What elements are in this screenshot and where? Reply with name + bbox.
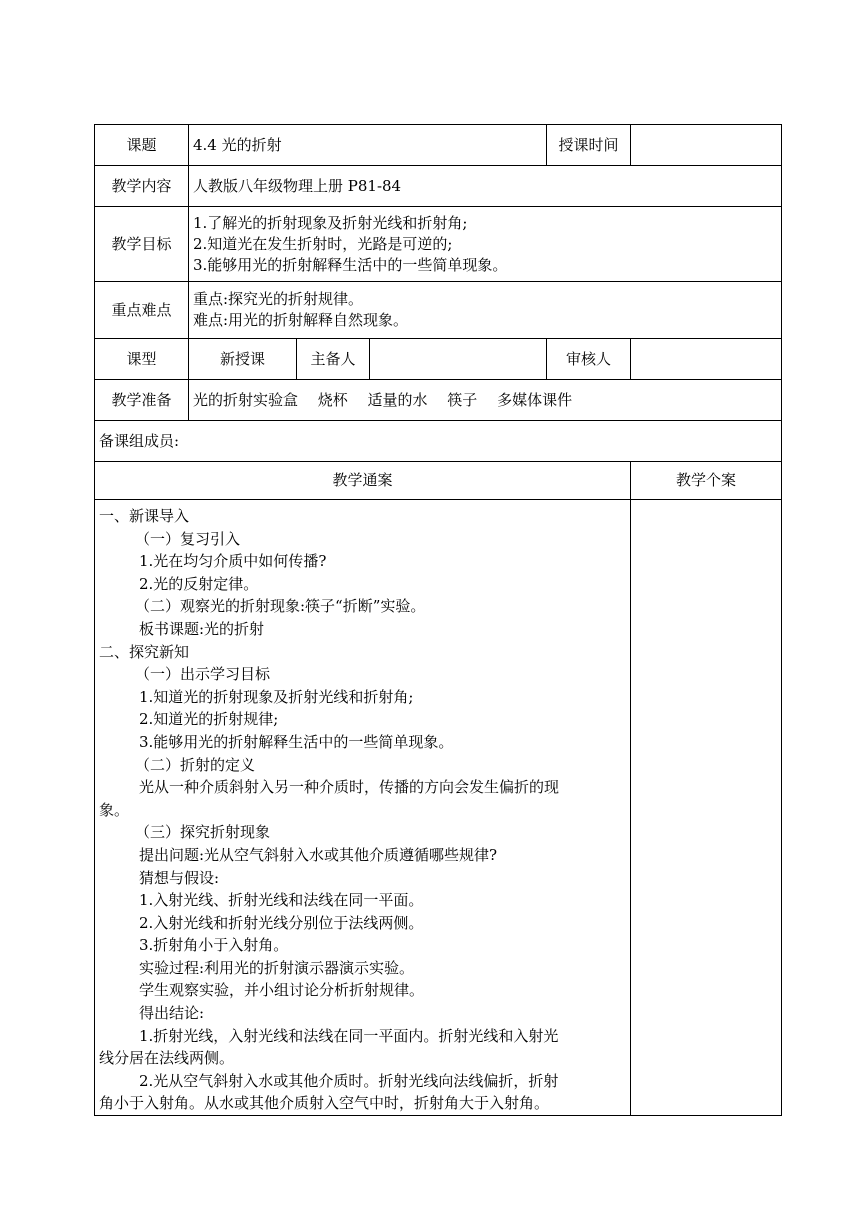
body-line-wrap: 角小于入射角。从水或其他介质射入空气中时，折射角大于入射角。 (99, 1094, 550, 1113)
reviewer-label: 审核人 (547, 339, 631, 380)
body-line: 实验过程:利用光的折射演示器演示实验。 (139, 958, 415, 977)
goal-item: 1.了解光的折射现象及折射光线和折射角; (193, 213, 468, 232)
reviewer-value (631, 339, 782, 380)
teaching-goals-cell (189, 207, 782, 282)
subsection-heading: （二）观察光的折射现象:筷子“折断”实验。 (135, 597, 426, 616)
body-line: 1.入射光线、折射光线和法线在同一平面。 (139, 891, 424, 910)
lesson-plan-table (94, 124, 782, 1116)
body-line: 2.光从空气斜射入水或其他介质时。折射光线向法线偏折，折射 (139, 1071, 559, 1090)
body-line: 2.光的反射定律。 (139, 574, 259, 593)
teaching-prep-value: 光的折射实验盒 烧杯 适量的水 筷子 多媒体课件 (189, 380, 782, 421)
section-heading: 一、新课导入 (99, 507, 190, 525)
prep-group-members: 备课组成员: (95, 421, 782, 462)
goal-item: 3.能够用光的折射解释生活中的一些简单现象。 (193, 255, 508, 274)
teaching-content-value: 人教版八年级物理上册 P81-84 (189, 166, 782, 207)
teaching-goals-label: 教学目标 (95, 207, 189, 282)
key-difficult-points-label: 重点难点 (95, 282, 189, 339)
class-time-label: 授课时间 (547, 125, 631, 166)
topic-value: 4.4 光的折射 (189, 125, 547, 166)
class-time-value (631, 125, 782, 166)
individual-plan-header: 教学个案 (631, 462, 782, 500)
row-lesson-type (95, 339, 782, 380)
teaching-prep-label: 教学准备 (95, 380, 189, 421)
row-section-headers (95, 462, 782, 500)
subsection-heading: （三）探究折射现象 (135, 823, 271, 842)
row-preparation (95, 380, 782, 421)
subsection-heading: （一）出示学习目标 (135, 665, 271, 684)
body-line: 学生观察实验，并小组讨论分析折射规律。 (139, 981, 425, 1000)
body-line: 3.折射角小于入射角。 (139, 936, 289, 955)
body-line: 板书课题:光的折射 (139, 619, 265, 638)
body-line-wrap: 线分居在法线两侧。 (99, 1049, 235, 1068)
general-plan-body (95, 500, 631, 1116)
key-difficult-points-cell (189, 282, 782, 339)
preparer-label: 主备人 (297, 339, 370, 380)
row-lesson-body (95, 500, 782, 1116)
body-line: 1.折射光线，入射光线和法线在同一平面内。折射光线和入射光 (139, 1026, 559, 1045)
row-members (95, 421, 782, 462)
body-line: 猜想与假设: (139, 868, 220, 887)
body-line: 2.入射光线和折射光线分别位于法线两侧。 (139, 913, 424, 932)
body-line: 提出问题:光从空气斜射入水或其他介质遵循哪些规律? (139, 845, 498, 864)
goal-item: 2.知道光在发生折射时，光路是可逆的; (193, 234, 453, 253)
lesson-type-value: 新授课 (189, 339, 297, 380)
body-line: 1.知道光的折射现象及折射光线和折射角; (139, 687, 414, 706)
subsection-heading: （一）复习引入 (135, 529, 241, 548)
body-line: 得出结论: (139, 1004, 205, 1023)
row-content (95, 166, 782, 207)
topic-label: 课题 (95, 125, 189, 166)
general-plan-header: 教学通案 (95, 462, 631, 500)
subsection-heading: （二）折射的定义 (135, 755, 256, 774)
key-point: 重点:探究光的折射规律。 (193, 290, 364, 308)
body-line: 2.知道光的折射规律; (139, 710, 279, 729)
lesson-type-label: 课型 (95, 339, 189, 380)
teaching-content-label: 教学内容 (95, 166, 189, 207)
body-line-wrap: 象。 (99, 800, 130, 819)
body-line: 光从一种介质斜射入另一种介质时，传播的方向会发生偏折的现 (139, 778, 560, 797)
row-topic (95, 125, 782, 166)
preparer-value (370, 339, 547, 380)
body-line: 1.光在均匀介质中如何传播? (139, 552, 327, 571)
difficult-point: 难点:用光的折射解释自然现象。 (193, 311, 409, 329)
section-heading: 二、探究新知 (99, 642, 190, 661)
body-line: 3.能够用光的折射解释生活中的一些简单现象。 (139, 732, 454, 751)
row-keypoints (95, 282, 782, 339)
row-goals (95, 207, 782, 282)
individual-plan-body (631, 500, 782, 1116)
